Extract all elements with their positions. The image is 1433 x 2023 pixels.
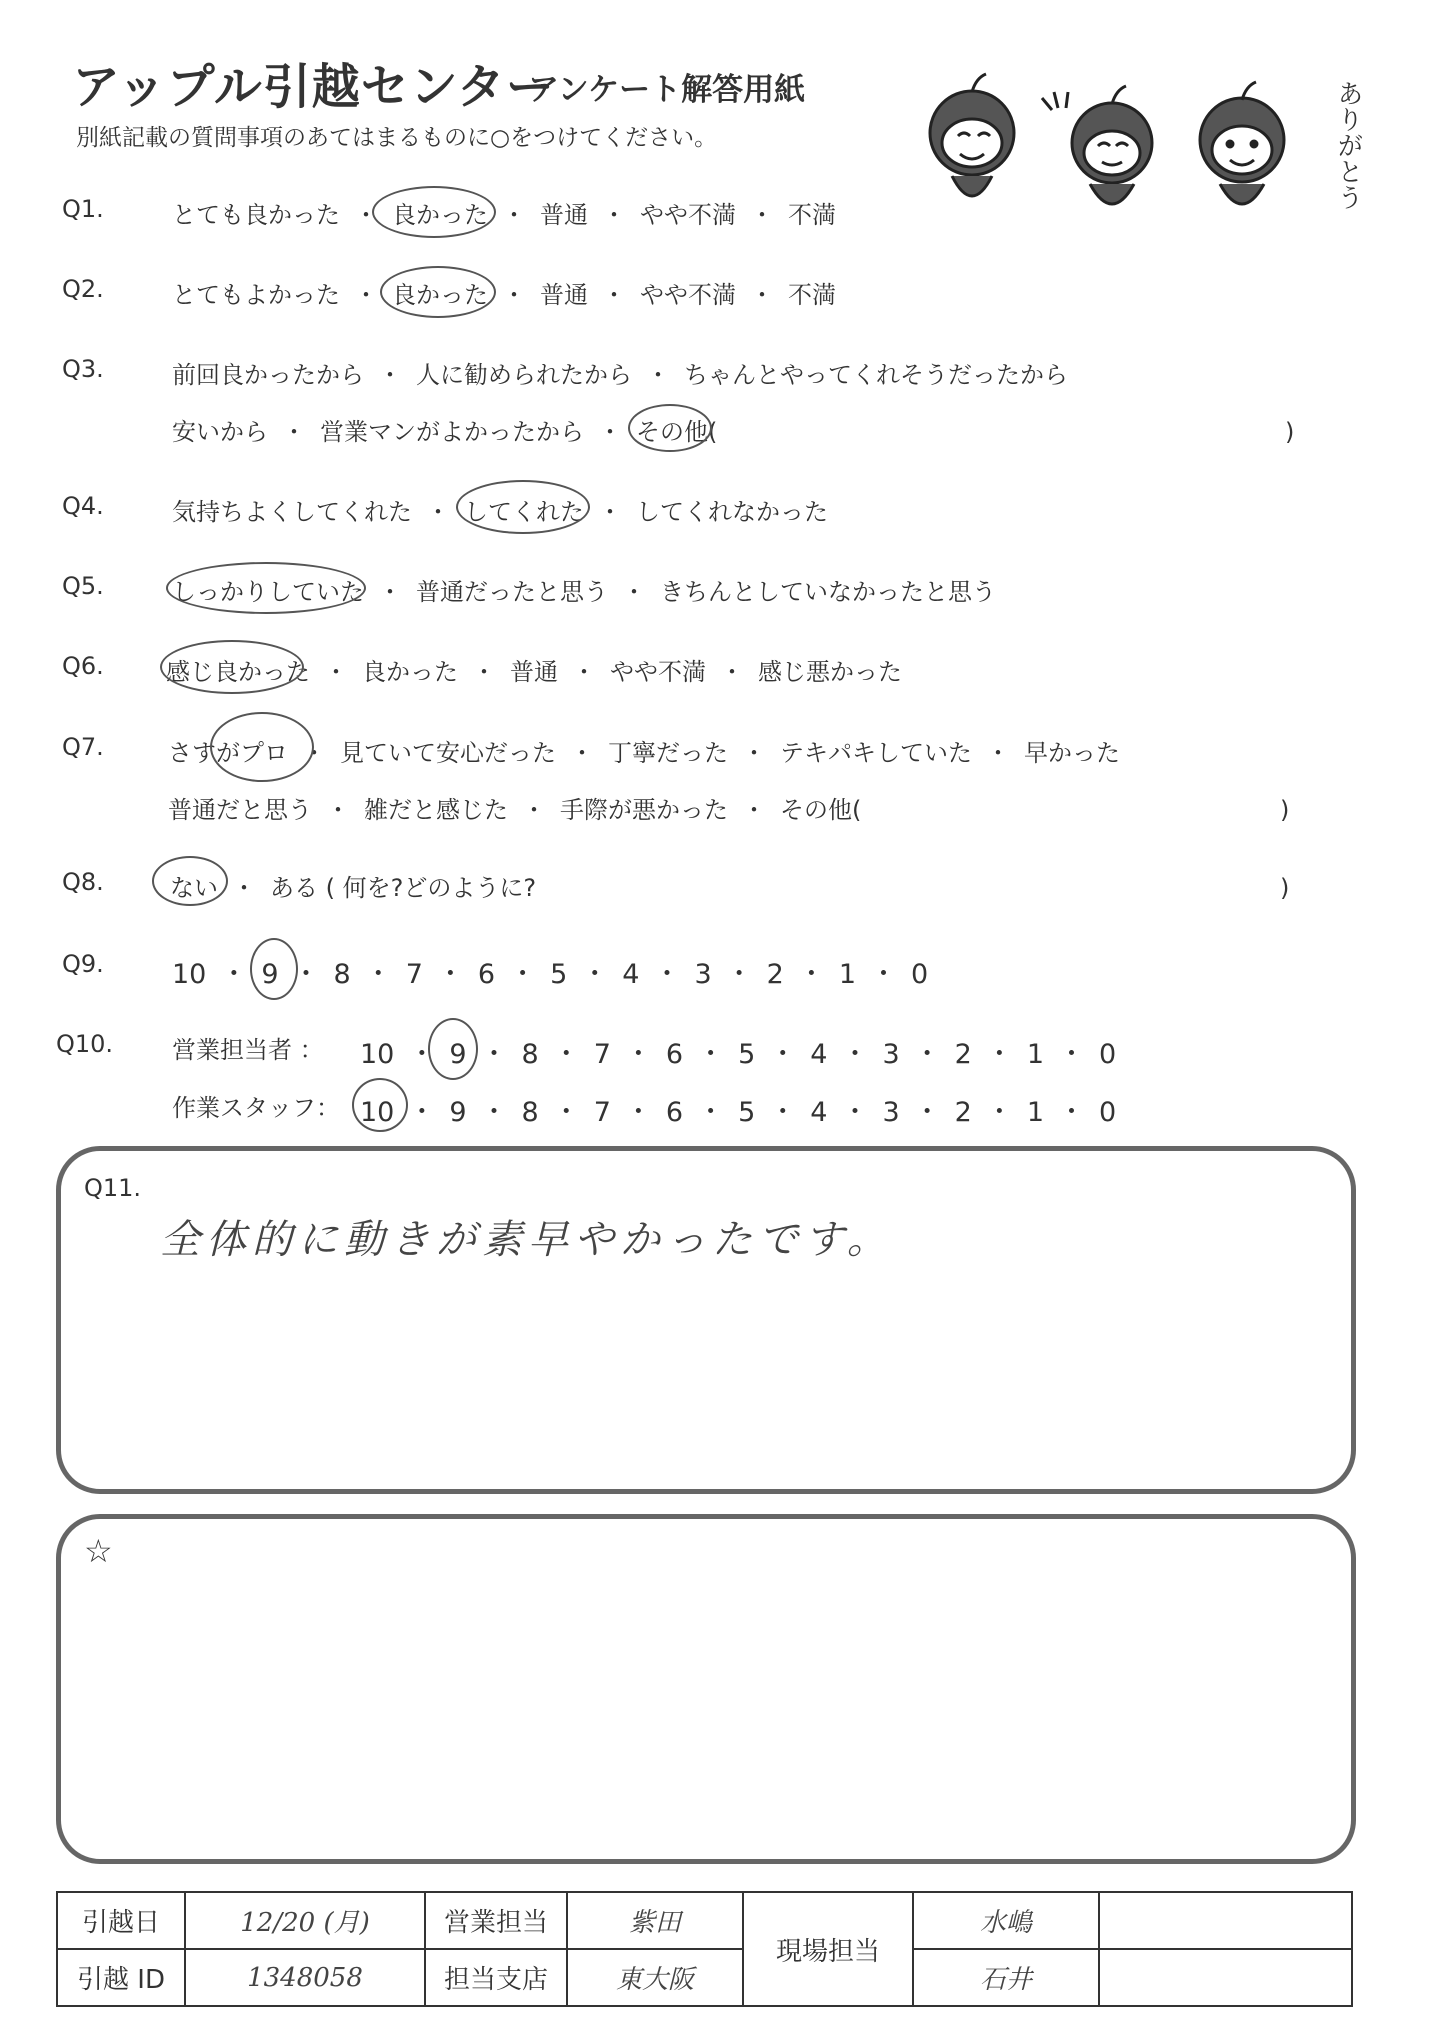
rating-option[interactable]: 4 (810, 1039, 828, 1070)
branch-value: 東大阪 (567, 1949, 743, 2006)
question-options: しっかりしていた ・ 普通だったと思う ・ きちんとしていなかったと思う (172, 572, 996, 607)
rating-option[interactable]: 0 (1099, 1097, 1117, 1128)
star-icon: ☆ (84, 1532, 113, 1570)
rating-option[interactable]: 3 (882, 1097, 900, 1128)
answer-circle (166, 562, 366, 614)
rating-option[interactable]: 1 (1026, 1039, 1045, 1070)
option[interactable]: 安いから (172, 418, 268, 446)
rating-option[interactable]: 6 (665, 1097, 684, 1128)
answer-circle (628, 404, 712, 452)
closing-paren: ) (1285, 418, 1295, 446)
option[interactable]: きちんとしていなかったと思う (660, 578, 996, 606)
sales-rep-label: 営業担当 (425, 1892, 567, 1949)
option[interactable]: テキパキしていた (780, 739, 972, 767)
question-options: 感じ良かった ・ 良かった ・ 普通 ・ やや不満 ・ 感じ悪かった (166, 652, 902, 687)
option[interactable]: 普通 (540, 281, 588, 309)
question-options-row2: 安いから ・ 営業マンがよかったから ・ その他( (172, 412, 717, 447)
option[interactable]: 不満 (788, 281, 836, 309)
option[interactable]: 不満 (788, 201, 836, 229)
question-options: とてもよかった ・ 良かった ・ 普通 ・ やや不満 ・ 不満 (172, 275, 836, 310)
rating-option[interactable]: 6 (477, 959, 496, 990)
staff-rating-scale: 10 ・ 9 ・ 8 ・ 7 ・ 6 ・ 5 ・ 4 ・ 3 ・ 2 ・ 1 ・ 0 (360, 1097, 1117, 1128)
rating-option[interactable]: 8 (521, 1097, 539, 1128)
option[interactable]: 普通だと思う (168, 796, 312, 824)
move-info-table (56, 1891, 1353, 2007)
answer-circle (152, 856, 228, 906)
question-options: 前回良かったから ・ 人に勧められたから ・ ちゃんとやってくれそうだったから (172, 355, 1068, 390)
option[interactable]: しっかりしていた (172, 578, 364, 606)
mascot-text: ありがとう (1333, 80, 1363, 210)
option[interactable]: 早かった (1024, 739, 1120, 767)
rating-option[interactable]: 6 (665, 1039, 684, 1070)
option[interactable]: その他( (636, 418, 718, 446)
site-staff-label: 現場担当 (743, 1892, 913, 2006)
form-title: アンケート解答用紙 (528, 72, 806, 108)
move-id-value: 1348058 (185, 1949, 425, 2006)
rating-option[interactable]: 10 (172, 959, 207, 990)
question-number: Q1. (62, 195, 104, 223)
answer-circle (352, 1078, 408, 1132)
sales-rating-label: 営業担当者 ： (172, 1036, 324, 1064)
question-options: ない ・ ある ( 何を?どのように? (170, 868, 536, 903)
option[interactable]: 見ていて安心だった (340, 739, 556, 767)
rating-option[interactable]: 8 (333, 959, 351, 990)
option[interactable]: 気持ちよくしてくれた (172, 498, 412, 526)
rating-option[interactable]: 9 (449, 1097, 467, 1128)
option[interactable]: 人に勧められたから (416, 361, 632, 389)
move-date-label: 引越日 (57, 1892, 185, 1949)
option[interactable]: 雑だと感じた (364, 796, 508, 824)
answer-circle (428, 1018, 478, 1080)
rating-scale: 10 ・ 9 ・ 8 ・ 7 ・ 6 ・ 5 ・ 4 ・ 3 ・ 2 ・ 1 ・ 0 (172, 959, 929, 990)
option[interactable]: 普通だったと思う (416, 578, 608, 606)
mascot-illustration (892, 58, 1352, 238)
answer-circle (160, 640, 304, 694)
option[interactable]: ある ( 何を?どのように? (270, 874, 537, 902)
question-number: Q6. (62, 652, 104, 680)
instruction-text: 別紙記載の質問事項のあてはまるものに○をつけてください。 (76, 125, 718, 151)
closing-paren: ) (1280, 796, 1290, 824)
option[interactable]: 普通 (540, 201, 588, 229)
option[interactable]: 感じ良かった (166, 658, 310, 686)
option[interactable]: 良かった (392, 281, 488, 309)
answer-circle (456, 480, 590, 534)
site-staff-value-1: 水嶋 (913, 1892, 1099, 1949)
rating-option[interactable]: 5 (738, 1097, 756, 1128)
rating-option[interactable]: 7 (593, 1039, 611, 1070)
option[interactable]: 丁寧だった (608, 739, 728, 767)
q11-answer-box[interactable] (56, 1146, 1356, 1494)
rating-option[interactable]: 2 (766, 959, 784, 990)
option[interactable]: 良かった (392, 201, 488, 229)
question-number: Q5. (62, 572, 104, 600)
closing-paren: ) (1280, 874, 1290, 902)
sales-rep-value: 紫田 (567, 1892, 743, 1949)
staff-rating-label: 作業スタッフ： (172, 1094, 340, 1122)
comment-box[interactable] (56, 1514, 1356, 1864)
option[interactable]: してくれた (464, 498, 584, 526)
rating-option[interactable]: 3 (694, 959, 712, 990)
option[interactable]: ない (170, 874, 218, 902)
rating-option[interactable]: 10 (360, 1097, 395, 1128)
option[interactable]: その他( (780, 796, 862, 824)
rating-option[interactable]: 3 (882, 1039, 900, 1070)
option[interactable]: やや不満 (610, 658, 706, 686)
rating-option[interactable]: 4 (810, 1097, 828, 1128)
empty-cell (1099, 1949, 1352, 2006)
rating-option[interactable]: 2 (954, 1039, 972, 1070)
rating-option[interactable]: 5 (550, 959, 568, 990)
option[interactable]: 手際が悪かった (560, 796, 728, 824)
option[interactable]: とても良かった (172, 201, 340, 229)
option[interactable]: 前回良かったから (172, 361, 364, 389)
question-number: Q2. (62, 275, 104, 303)
option[interactable]: ちゃんとやってくれそうだったから (684, 361, 1068, 389)
company-name: アップル引越センター (72, 59, 555, 115)
option[interactable]: とてもよかった (172, 281, 340, 309)
question-number: Q3. (62, 355, 104, 383)
rating-option[interactable]: 1 (1026, 1097, 1045, 1128)
site-staff-value-2: 石井 (913, 1949, 1099, 2006)
option[interactable]: さすがプロ (168, 739, 288, 767)
option[interactable]: 良かった (362, 658, 458, 686)
branch-label: 担当支店 (425, 1949, 567, 2006)
rating-option[interactable]: 9 (449, 1039, 467, 1070)
rating-option[interactable]: 5 (738, 1039, 756, 1070)
rating-option[interactable]: 7 (593, 1097, 611, 1128)
option[interactable]: やや不満 (640, 281, 736, 309)
rating-option[interactable]: 10 (360, 1039, 395, 1070)
question-number: Q7. (62, 733, 104, 761)
question-options: さすがプロ ・ 見ていて安心だった ・ 丁寧だった ・ テキパキしていた ・ 早かった (168, 733, 1120, 768)
option[interactable]: やや不満 (640, 201, 736, 229)
question-number: Q9. (62, 950, 104, 978)
rating-option[interactable]: 7 (405, 959, 423, 990)
q11-handwritten-answer: 全体的に動きが素早やかったです。 (160, 1217, 893, 1263)
rating-option[interactable]: 0 (1099, 1039, 1117, 1070)
question-number: Q10. (56, 1030, 114, 1058)
answer-circle (250, 938, 298, 1000)
answer-circle (210, 712, 314, 782)
move-id-label: 引越 ID (57, 1949, 185, 2006)
sales-rating-scale: 10 ・ 9 ・ 8 ・ 7 ・ 6 ・ 5 ・ 4 ・ 3 ・ 2 ・ 1 ・ 0 (360, 1039, 1117, 1070)
rating-option[interactable]: 1 (838, 959, 857, 990)
move-date-value: 12/20 (月) (185, 1892, 425, 1949)
rating-option[interactable]: 0 (911, 959, 929, 990)
empty-cell (1099, 1892, 1352, 1949)
option[interactable]: 営業マンがよかったから (320, 418, 584, 446)
rating-option[interactable]: 8 (521, 1039, 539, 1070)
option[interactable]: 感じ悪かった (758, 658, 902, 686)
answer-circle (372, 186, 496, 238)
question-options: とても良かった ・ 良かった ・ 普通 ・ やや不満 ・ 不満 (172, 195, 836, 230)
rating-option[interactable]: 4 (622, 959, 640, 990)
question-number: Q8. (62, 868, 104, 896)
question-options-row2: 普通だと思う ・ 雑だと感じた ・ 手際が悪かった ・ その他( (168, 790, 861, 825)
option[interactable]: 普通 (510, 658, 558, 686)
question-number: Q4. (62, 492, 104, 520)
q11-label: Q11. (84, 1174, 142, 1202)
question-options: 気持ちよくしてくれた ・ してくれた ・ してくれなかった (172, 492, 828, 527)
rating-option[interactable]: 9 (261, 959, 279, 990)
option[interactable]: してくれなかった (636, 498, 828, 526)
answer-circle (380, 266, 496, 318)
rating-option[interactable]: 2 (954, 1097, 972, 1128)
